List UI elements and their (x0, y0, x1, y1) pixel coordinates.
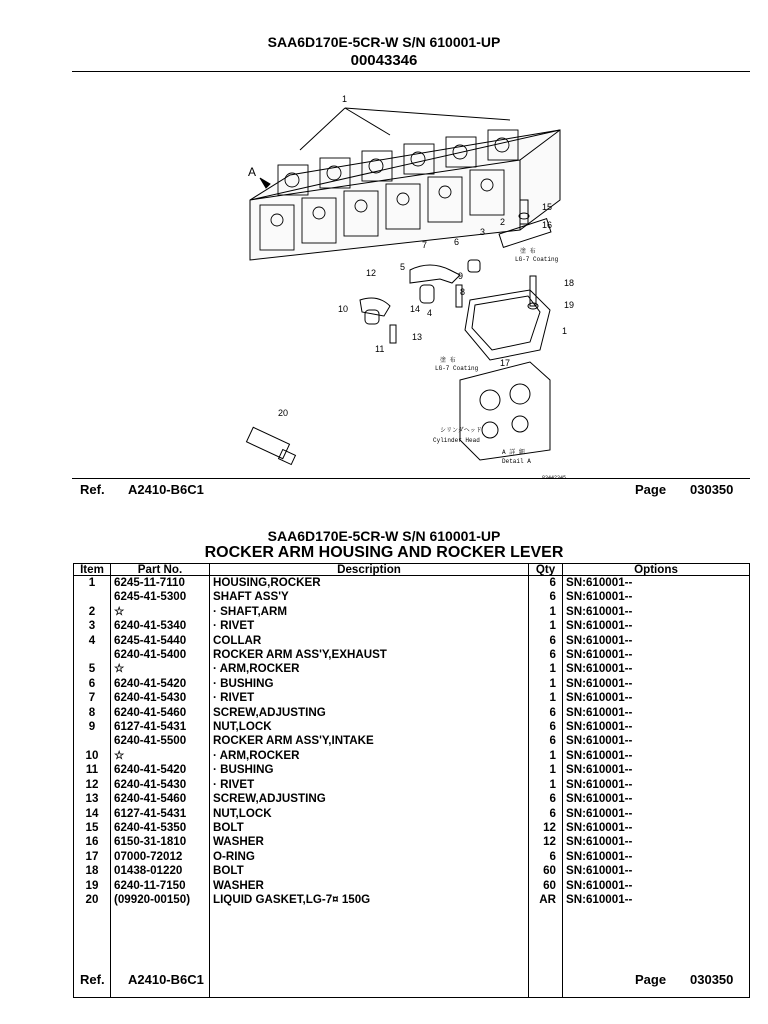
section-title: ROCKER ARM HOUSING AND ROCKER LEVER (204, 544, 564, 561)
description-cell: · SHAFT,ARM (210, 605, 529, 619)
options-cell: SN:610001-- (563, 763, 750, 777)
options-cell: SN:610001-- (563, 807, 750, 821)
qty-cell: 1 (529, 749, 563, 763)
item-cell: 11 (74, 763, 111, 777)
item-cell (74, 734, 111, 748)
part-number-cell: 6245-41-5440 (111, 634, 210, 648)
callout-18: 18 (564, 278, 575, 288)
ref-label: Ref. (80, 972, 105, 987)
callout-6: 6 (454, 237, 460, 247)
part-number-cell: 6245-41-5300 (111, 590, 210, 604)
table-row (74, 691, 750, 705)
qty-cell: AR (529, 893, 563, 907)
description-cell: · BUSHING (210, 763, 529, 777)
table-row (74, 576, 750, 591)
item-cell: 4 (74, 634, 111, 648)
part-number-cell: 6150-31-1810 (111, 835, 210, 849)
blank-cell (529, 907, 563, 998)
options-cell: SN:610001-- (563, 720, 750, 734)
qty-cell: 6 (529, 734, 563, 748)
parts-table (73, 563, 750, 998)
options-cell: SN:610001-- (563, 634, 750, 648)
item-cell: 8 (74, 706, 111, 720)
note-coat-jp-1: 塗 布 (520, 248, 536, 255)
part-number-cell: 6240-41-5400 (111, 648, 210, 662)
ref-value: A2410-B6C1 (128, 972, 204, 987)
item-cell: 16 (74, 835, 111, 849)
table-row (74, 864, 750, 878)
options-cell: SN:610001-- (563, 619, 750, 633)
description-cell: ROCKER ARM ASS'Y,INTAKE (210, 734, 529, 748)
parts-table-body (74, 576, 750, 998)
part-number-cell: 6240-41-5460 (111, 792, 210, 806)
qty-cell: 6 (529, 576, 563, 591)
qty-cell: 6 (529, 850, 563, 864)
table-row (74, 605, 750, 619)
callout-3: 3 (480, 227, 486, 237)
callout-11: 11 (375, 344, 385, 354)
description-cell: COLLAR (210, 634, 529, 648)
table-row (74, 821, 750, 835)
item-cell: 19 (74, 879, 111, 893)
header-qty: Qty (529, 564, 563, 576)
description-cell: WASHER (210, 879, 529, 893)
qty-cell: 6 (529, 792, 563, 806)
page-label: Page (635, 482, 667, 497)
qty-cell: 6 (529, 807, 563, 821)
callout-9: 9 (458, 271, 464, 281)
options-cell: SN:610001-- (563, 691, 750, 705)
page-value: 030350 (690, 972, 734, 987)
table-row (74, 763, 750, 777)
part-number-cell: 6240-11-7150 (111, 879, 210, 893)
description-cell: BOLT (210, 821, 529, 835)
description-cell: SCREW,ADJUSTING (210, 706, 529, 720)
table-row (74, 720, 750, 734)
table-row (74, 648, 750, 662)
description-cell: SCREW,ADJUSTING (210, 792, 529, 806)
qty-cell: 6 (529, 706, 563, 720)
figure-number: 83442345 (542, 475, 567, 480)
item-cell: 20 (74, 893, 111, 907)
item-cell: 18 (74, 864, 111, 878)
options-cell: SN:610001-- (563, 792, 750, 806)
item-cell: 14 (74, 807, 111, 821)
part-number-cell: ☆ (111, 749, 210, 763)
qty-cell: 1 (529, 763, 563, 777)
qty-cell: 1 (529, 677, 563, 691)
item-cell: 3 (74, 619, 111, 633)
item-cell: 9 (74, 720, 111, 734)
note-coat-en-2: LG-7 Coating (435, 365, 479, 372)
callout-17: 17 (500, 358, 511, 368)
diagram-divider (72, 478, 750, 479)
blank-cell (210, 907, 529, 998)
table-row (74, 590, 750, 604)
cylinder-head-assembly-drawing (250, 108, 560, 260)
qty-cell: 6 (529, 634, 563, 648)
note-detail-en: Detail A (502, 458, 531, 465)
callout-10: 10 (338, 304, 349, 314)
part-number-cell: 01438-01220 (111, 864, 210, 878)
part-number-cell: 6240-41-5340 (111, 619, 210, 633)
qty-cell: 1 (529, 605, 563, 619)
part-number-cell: 6127-41-5431 (111, 807, 210, 821)
description-cell: SHAFT ASS'Y (210, 590, 529, 604)
table-row (74, 778, 750, 792)
page-value: 030350 (690, 482, 734, 497)
part-number-cell: ☆ (111, 662, 210, 676)
item-cell: 10 (74, 749, 111, 763)
part-number-cell: 07000-72012 (111, 850, 210, 864)
qty-cell: 6 (529, 648, 563, 662)
table-row (74, 893, 750, 907)
header-options: Options (563, 564, 750, 576)
qty-cell: 6 (529, 720, 563, 734)
header-item: Item (74, 564, 111, 576)
options-cell: SN:610001-- (563, 835, 750, 849)
description-cell: · BUSHING (210, 677, 529, 691)
header-description: Description (210, 564, 529, 576)
description-cell: ROCKER ARM ASS'Y,EXHAUST (210, 648, 529, 662)
item-cell: 13 (74, 792, 111, 806)
table-row (74, 677, 750, 691)
callout-7: 7 (422, 240, 428, 250)
description-cell: BOLT (210, 864, 529, 878)
callout-detail-a: A (248, 165, 257, 179)
qty-cell: 12 (529, 821, 563, 835)
callout-13: 13 (412, 332, 423, 342)
part-number-cell: 6240-41-5350 (111, 821, 210, 835)
note-detail-jp: A 詳 細 (502, 449, 525, 456)
item-cell (74, 590, 111, 604)
description-cell: · ARM,ROCKER (210, 749, 529, 763)
callout-20: 20 (278, 408, 289, 418)
table-row (74, 706, 750, 720)
qty-cell: 1 (529, 619, 563, 633)
item-cell: 5 (74, 662, 111, 676)
item-cell: 17 (74, 850, 111, 864)
qty-cell: 60 (529, 879, 563, 893)
options-cell: SN:610001-- (563, 864, 750, 878)
table-row (74, 619, 750, 633)
description-cell: HOUSING,ROCKER (210, 576, 529, 591)
header-divider (72, 71, 750, 72)
part-number-cell: (09920-00150) (111, 893, 210, 907)
callout-4: 4 (427, 308, 433, 318)
qty-cell: 6 (529, 590, 563, 604)
options-cell: SN:610001-- (563, 590, 750, 604)
note-cylinder-en: Cylinder Head (433, 437, 480, 444)
item-cell: 15 (74, 821, 111, 835)
note-coat-jp-2: 塗 布 (440, 357, 456, 364)
description-cell: NUT,LOCK (210, 720, 529, 734)
item-cell: 2 (74, 605, 111, 619)
item-cell: 12 (74, 778, 111, 792)
description-cell: LIQUID GASKET,LG-7¤ 150G (210, 893, 529, 907)
table-row (74, 634, 750, 648)
options-cell: SN:610001-- (563, 778, 750, 792)
ref-label: Ref. (80, 482, 105, 497)
options-cell: SN:610001-- (563, 749, 750, 763)
options-cell: SN:610001-- (563, 734, 750, 748)
options-cell: SN:610001-- (563, 576, 750, 591)
item-cell (74, 648, 111, 662)
options-cell: SN:610001-- (563, 706, 750, 720)
description-cell: WASHER (210, 835, 529, 849)
callout-15: 15 (542, 202, 553, 212)
description-cell: · ARM,ROCKER (210, 662, 529, 676)
part-number-cell: 6245-11-7110 (111, 576, 210, 591)
callout-1-top: 1 (342, 94, 348, 104)
options-cell: SN:610001-- (563, 662, 750, 676)
table-row (74, 734, 750, 748)
callout-5: 5 (400, 262, 406, 272)
callout-12: 12 (366, 268, 377, 278)
options-cell: SN:610001-- (563, 850, 750, 864)
item-cell: 7 (74, 691, 111, 705)
qty-cell: 1 (529, 662, 563, 676)
part-number-cell: 6240-41-5430 (111, 778, 210, 792)
options-cell: SN:610001-- (563, 821, 750, 835)
catalog-code: 00043346 (350, 52, 418, 69)
part-number-cell: 6127-41-5431 (111, 720, 210, 734)
description-cell: NUT,LOCK (210, 807, 529, 821)
note-cylinder-jp: シリンダヘッド (440, 427, 482, 434)
description-cell: O-RING (210, 850, 529, 864)
callout-2: 2 (500, 217, 506, 227)
qty-cell: 60 (529, 864, 563, 878)
callout-1-housing: 1 (562, 326, 568, 336)
options-cell: SN:610001-- (563, 648, 750, 662)
note-coat-en-1: LG-7 Coating (515, 256, 559, 263)
callout-16: 16 (542, 220, 553, 230)
table-row (74, 792, 750, 806)
item-cell: 6 (74, 677, 111, 691)
header-part-no: Part No. (111, 564, 210, 576)
description-cell: · RIVET (210, 778, 529, 792)
part-number-cell: 6240-41-5420 (111, 677, 210, 691)
ref-value: A2410-B6C1 (128, 482, 204, 497)
table-header-row (74, 564, 750, 576)
exploded-parts-diagram (230, 80, 590, 480)
options-cell: SN:610001-- (563, 677, 750, 691)
page-label: Page (635, 972, 667, 987)
table-row (74, 879, 750, 893)
callout-8: 8 (460, 287, 466, 297)
qty-cell: 12 (529, 835, 563, 849)
options-cell: SN:610001-- (563, 879, 750, 893)
part-number-cell: 6240-41-5500 (111, 734, 210, 748)
table-row (74, 835, 750, 849)
table-row (74, 807, 750, 821)
table-row (74, 662, 750, 676)
description-cell: · RIVET (210, 619, 529, 633)
part-number-cell: 6240-41-5460 (111, 706, 210, 720)
part-number-cell: 6240-41-5430 (111, 691, 210, 705)
options-cell: SN:610001-- (563, 605, 750, 619)
part-number-cell: ☆ (111, 605, 210, 619)
table-row (74, 749, 750, 763)
options-cell: SN:610001-- (563, 893, 750, 907)
callout-19: 19 (564, 300, 575, 310)
item-cell: 1 (74, 576, 111, 591)
callout-14: 14 (410, 304, 421, 314)
catalog-model-heading: SAA6D170E-5CR-W S/N 610001-UP (267, 34, 501, 50)
qty-cell: 1 (529, 778, 563, 792)
part-number-cell: 6240-41-5420 (111, 763, 210, 777)
description-cell: · RIVET (210, 691, 529, 705)
table-row (74, 850, 750, 864)
section-model-heading: SAA6D170E-5CR-W S/N 610001-UP (267, 528, 501, 544)
qty-cell: 1 (529, 691, 563, 705)
